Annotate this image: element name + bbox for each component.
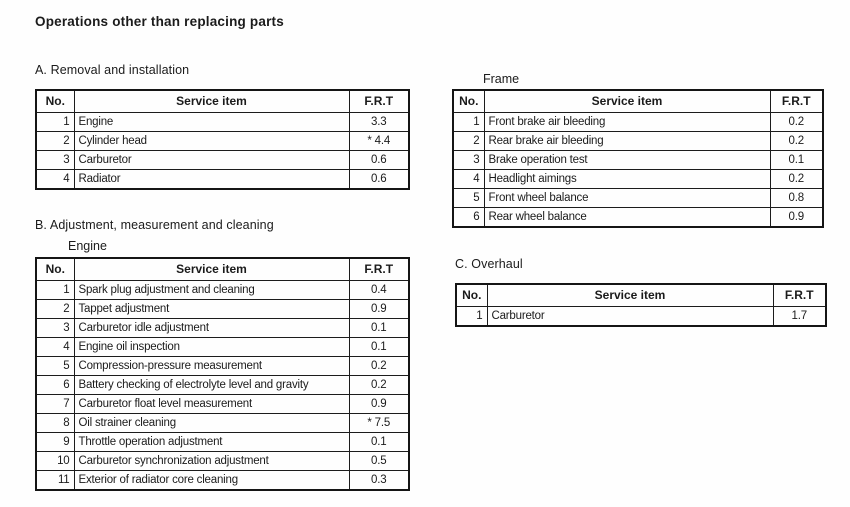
section-c-heading: C. Overhaul [455, 257, 523, 271]
service-item: Spark plug adjustment and cleaning [74, 281, 349, 300]
frt-value: * 4.4 [349, 132, 409, 151]
table-row [36, 113, 409, 132]
frt-value: 0.1 [349, 338, 409, 357]
service-item: Compression-pressure measurement [74, 357, 349, 376]
table-row [36, 471, 409, 491]
service-item: Engine oil inspection [74, 338, 349, 357]
service-item: Tappet adjustment [74, 300, 349, 319]
frt-value: 3.3 [349, 113, 409, 132]
frt-value: 0.1 [349, 319, 409, 338]
frt-value: 0.6 [349, 151, 409, 170]
frt-value: 0.2 [770, 170, 823, 189]
table-body [36, 281, 409, 491]
service-item: Front brake air bleeding [484, 113, 770, 132]
row-number: 9 [36, 433, 74, 452]
table-body [453, 113, 823, 228]
col-header-frt: F.R.T [773, 284, 826, 307]
frt-value: 0.9 [349, 395, 409, 414]
section-a-heading: A. Removal and installation [35, 63, 190, 77]
table-body [36, 113, 409, 190]
frt-value: 0.8 [770, 189, 823, 208]
table-row [453, 208, 823, 228]
row-number: 7 [36, 395, 74, 414]
row-number: 6 [36, 376, 74, 395]
frt-value: 0.2 [349, 376, 409, 395]
frt-value: 0.1 [770, 151, 823, 170]
service-item: Rear brake air bleeding [484, 132, 770, 151]
row-number: 5 [36, 357, 74, 376]
col-header-no: No. [36, 258, 74, 281]
service-item: Carburetor idle adjustment [74, 319, 349, 338]
service-item: Carburetor float level measurement [74, 395, 349, 414]
table-row [453, 151, 823, 170]
table-overhaul [455, 283, 827, 327]
table-row [453, 189, 823, 208]
service-item: Carburetor [487, 307, 773, 327]
frt-value: 0.9 [349, 300, 409, 319]
table-row [456, 307, 826, 327]
table-row [36, 452, 409, 471]
row-number: 4 [36, 170, 74, 190]
frt-value: * 7.5 [349, 414, 409, 433]
row-number: 2 [36, 132, 74, 151]
service-item: Front wheel balance [484, 189, 770, 208]
table-row [36, 151, 409, 170]
table-row [36, 357, 409, 376]
table-header [453, 90, 823, 113]
frt-value: 0.6 [349, 170, 409, 190]
table-row [36, 395, 409, 414]
table-adjustment-engine [35, 257, 410, 491]
table-row [36, 414, 409, 433]
row-number: 6 [453, 208, 484, 228]
row-number: 1 [456, 307, 487, 327]
service-item: Cylinder head [74, 132, 349, 151]
table-row [36, 281, 409, 300]
header-row [456, 284, 826, 307]
col-header-frt: F.R.T [349, 90, 409, 113]
service-item: Radiator [74, 170, 349, 190]
header-row [36, 258, 409, 281]
table-row [36, 433, 409, 452]
table-row [36, 132, 409, 151]
table-frame [452, 89, 824, 228]
table-row [36, 170, 409, 190]
row-number: 1 [36, 281, 74, 300]
table-row [453, 170, 823, 189]
engine-table-label: Engine [68, 239, 107, 253]
row-number: 2 [36, 300, 74, 319]
header-row [453, 90, 823, 113]
frt-value: 0.4 [349, 281, 409, 300]
table-header [36, 90, 409, 113]
service-item: Brake operation test [484, 151, 770, 170]
table-row [36, 300, 409, 319]
table-row [36, 376, 409, 395]
row-number: 11 [36, 471, 74, 491]
row-number: 2 [453, 132, 484, 151]
row-number: 8 [36, 414, 74, 433]
table-body [456, 307, 826, 327]
col-header-service-item: Service item [484, 90, 770, 113]
frt-value: 0.3 [349, 471, 409, 491]
header-row [36, 90, 409, 113]
row-number: 10 [36, 452, 74, 471]
col-header-frt: F.R.T [349, 258, 409, 281]
table-removal-installation [35, 89, 410, 190]
service-item: Exterior of radiator core cleaning [74, 471, 349, 491]
col-header-no: No. [456, 284, 487, 307]
frt-value: 0.5 [349, 452, 409, 471]
table-header [456, 284, 826, 307]
frt-value: 0.1 [349, 433, 409, 452]
row-number: 4 [453, 170, 484, 189]
table-header [36, 258, 409, 281]
frame-table-label: Frame [483, 72, 520, 86]
col-header-service-item: Service item [487, 284, 773, 307]
col-header-no: No. [36, 90, 74, 113]
row-number: 3 [36, 151, 74, 170]
table-row [36, 319, 409, 338]
service-item: Carburetor synchronization adjustment [74, 452, 349, 471]
row-number: 3 [36, 319, 74, 338]
row-number: 1 [453, 113, 484, 132]
row-number: 1 [36, 113, 74, 132]
frt-value: 0.9 [770, 208, 823, 228]
frt-value: 1.7 [773, 307, 826, 327]
row-number: 5 [453, 189, 484, 208]
service-item: Battery checking of electrolyte level and gravity [74, 376, 349, 395]
service-item: Carburetor [74, 151, 349, 170]
col-header-service-item: Service item [74, 258, 349, 281]
service-item: Rear wheel balance [484, 208, 770, 228]
service-item: Oil strainer cleaning [74, 414, 349, 433]
frt-value: 0.2 [770, 113, 823, 132]
service-item: Headlight aimings [484, 170, 770, 189]
service-item: Engine [74, 113, 349, 132]
table-row [453, 132, 823, 151]
frt-value: 0.2 [770, 132, 823, 151]
col-header-no: No. [453, 90, 484, 113]
section-b-heading: B. Adjustment, measurement and cleaning [35, 218, 274, 232]
row-number: 4 [36, 338, 74, 357]
table-row [453, 113, 823, 132]
table-row [36, 338, 409, 357]
service-item: Throttle operation adjustment [74, 433, 349, 452]
frt-value: 0.2 [349, 357, 409, 376]
page-title: Operations other than replacing parts [35, 14, 284, 29]
row-number: 3 [453, 151, 484, 170]
col-header-frt: F.R.T [770, 90, 823, 113]
col-header-service-item: Service item [74, 90, 349, 113]
